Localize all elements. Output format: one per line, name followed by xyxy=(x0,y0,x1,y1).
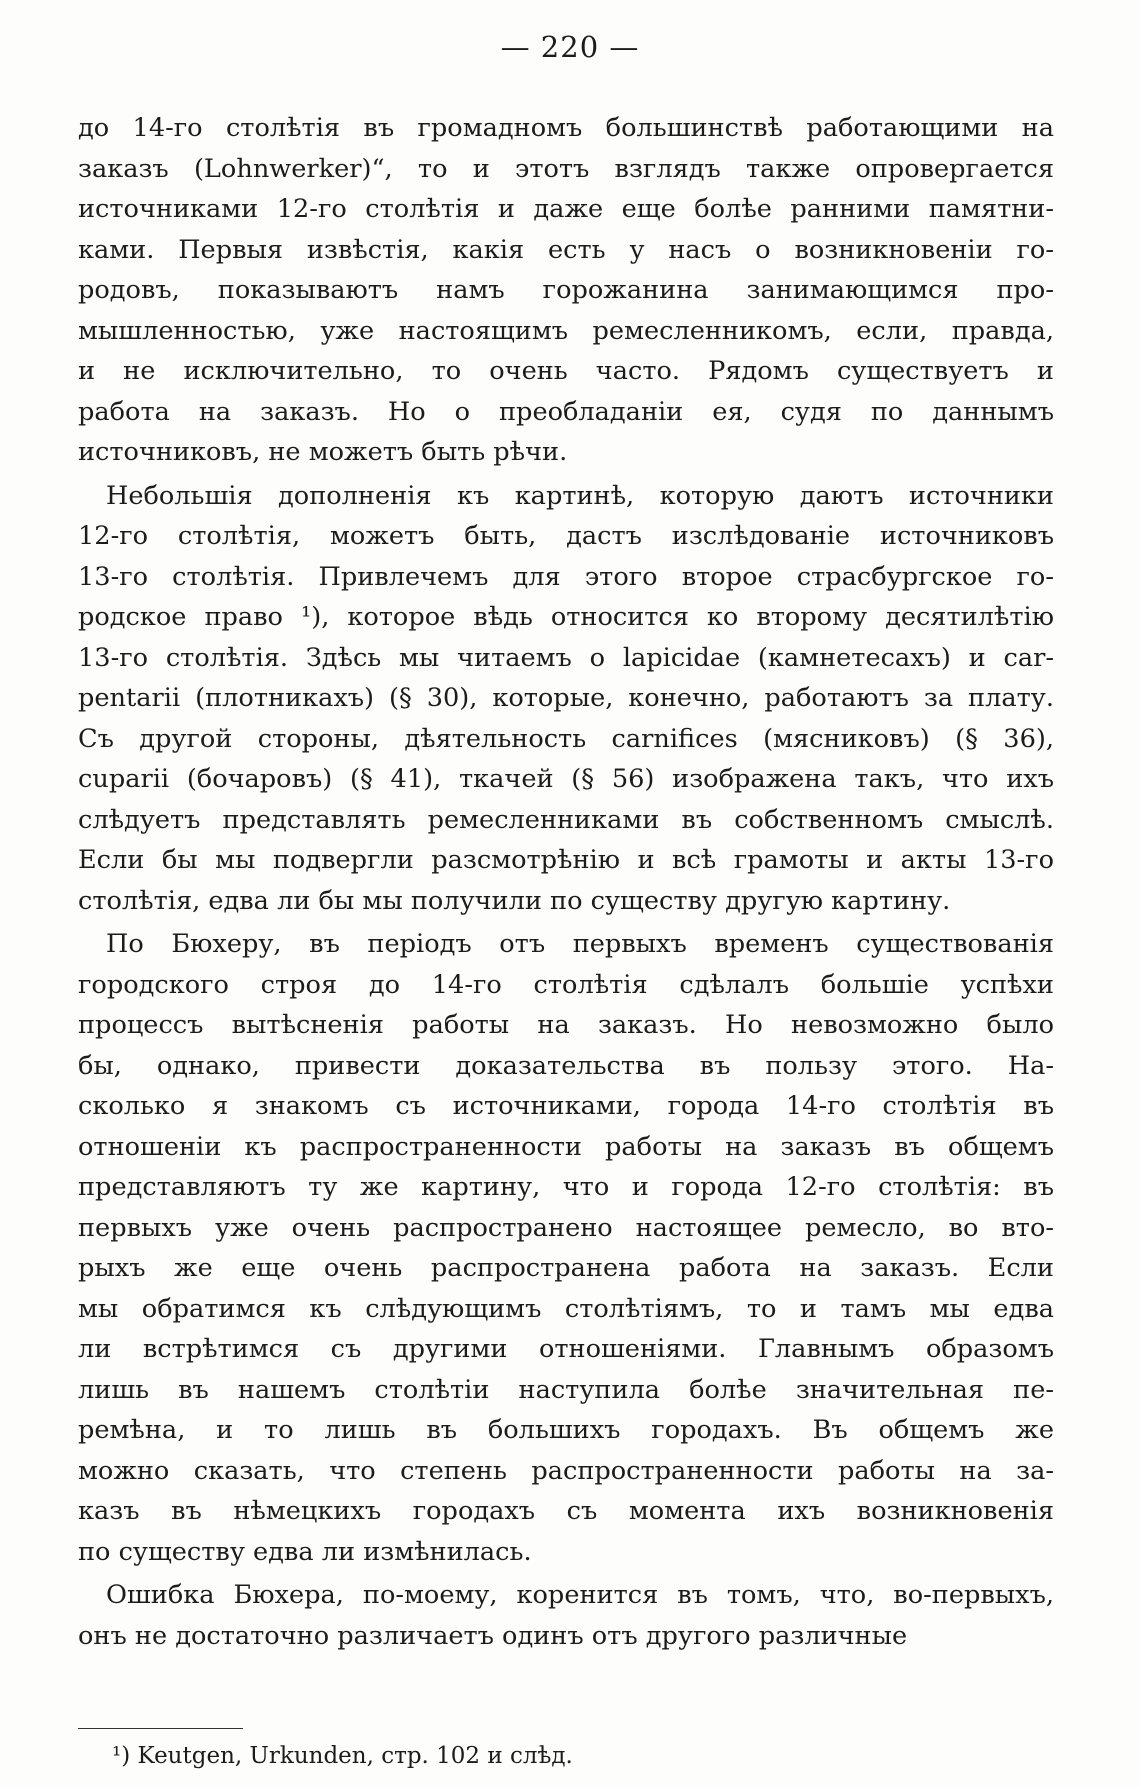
text-line: Ошибка Бюхера, по-моему, коренится въ томъ, что, во-первыхъ, xyxy=(106,1580,1054,1610)
text-line: родское право ¹), которое вѣдь относится ко второму десятилѣтію xyxy=(78,602,1054,632)
paragraph xyxy=(78,924,1054,1572)
page-number: — 220 — xyxy=(500,30,640,64)
text-line: мышленностью, уже настоящимъ ремесленникомъ, если, правда, xyxy=(78,315,1054,346)
text-line: сколько я знакомъ съ источниками, города 14-го столѣтія въ xyxy=(78,1091,1054,1121)
text-line: рыхъ же еще очень распространена работа на заказъ. Если xyxy=(78,1253,1054,1283)
text-line: 13-го столѣтія. Привлечемъ для этого второе страсбургское го- xyxy=(78,561,1054,592)
text-line: мы обратимся къ слѣдующимъ столѣтіямъ, то и тамъ мы едва xyxy=(78,1293,1054,1324)
text-line: слѣдуетъ представлять ремесленниками въ собственномъ смыслѣ. xyxy=(78,804,1054,835)
text-line: первыхъ уже очень распространено настоящее ремесло, во вто- xyxy=(78,1212,1054,1243)
text-line: и не исключительно, то очень часто. Рядомъ существуетъ и xyxy=(78,356,1054,386)
text-line: столѣтія, едва ли бы мы получили по существу другую картину. xyxy=(78,885,951,916)
text-line: работа на заказъ. Но о преобладаніи ея, судя по даннымъ xyxy=(78,396,1054,427)
text-line: отношеніи къ распространенности работы на заказъ въ общемъ xyxy=(78,1131,1054,1162)
text-line: По Бюхеру, въ періодъ отъ первыхъ временъ существованія xyxy=(106,929,1054,959)
text-line: лишь въ нашемъ столѣтіи наступила болѣе значительная пе- xyxy=(78,1374,1054,1405)
paragraph xyxy=(78,1575,1054,1656)
text-line: можно сказать, что степень распространенности работы на за- xyxy=(78,1455,1054,1486)
text-line: 13-го столѣтія. Здѣсь мы читаемъ о lapicidae (камнетесахъ) и car- xyxy=(78,642,1054,673)
text-line: Если бы мы подвергли разсмотрѣнію и всѣ грамоты и акты 13-го xyxy=(78,845,1054,875)
footnote-divider xyxy=(78,1728,243,1729)
text-line: pentarii (плотникахъ) (§ 30), которые, конечно, работаютъ за плату. xyxy=(78,683,1054,713)
text-line: источниками 12-го столѣтія и даже еще болѣе ранними памятни- xyxy=(78,194,1054,224)
main-text xyxy=(78,108,1054,1656)
text-line: ками. Первыя извѣстія, какія есть у насъ о возникновеніи го- xyxy=(78,234,1054,265)
text-line: ремѣна, и то лишь въ большихъ городахъ. Въ общемъ же xyxy=(78,1415,1054,1445)
text-line: заказъ (Lohnwerker)“, то и этотъ взглядъ также опровергается xyxy=(78,153,1054,184)
paragraph xyxy=(78,476,1054,922)
text-line: бы, однако, привести доказательства въ пользу этого. На- xyxy=(78,1050,1054,1081)
text-line: онъ не достаточно различаетъ одинъ отъ другого различные xyxy=(78,1620,908,1651)
text-line: Небольшія дополненія къ картинѣ, которую даютъ источники xyxy=(106,480,1054,511)
text-line: процессъ вытѣсненія работы на заказъ. Но невозможно было xyxy=(78,1010,1054,1040)
text-line: Съ другой стороны, дѣятельность carnifices (мясниковъ) (§ 36), xyxy=(78,723,1054,754)
text-line: казъ въ нѣмецкихъ городахъ съ момента ихъ возникновенія xyxy=(78,1496,1054,1526)
text-line: источниковъ, не можетъ быть рѣчи. xyxy=(78,437,568,467)
text-line: 12-го столѣтія, можетъ быть, дастъ изслѣдованіе источниковъ xyxy=(78,521,1054,551)
text-line: родовъ, показываютъ намъ горожанина занимающимся про- xyxy=(78,275,1054,305)
text-line: до 14-го столѣтія въ громадномъ большинствѣ работающими на xyxy=(78,113,1054,143)
text-line: по существу едва ли измѣнилась. xyxy=(78,1536,532,1567)
text-line: городского строя до 14-го столѣтія сдѣлалъ большіе успѣхи xyxy=(78,969,1054,1000)
text-line: cuparii (бочаровъ) (§ 41), ткачей (§ 56) изображена такъ, что ихъ xyxy=(78,764,1054,794)
text-line: ли встрѣтимся съ другими отношеніями. Главнымъ образомъ xyxy=(78,1334,1054,1364)
footnote: ¹) Keutgen, Urkunden, стр. 102 и слѣд. xyxy=(112,1743,573,1769)
paragraph xyxy=(78,108,1054,473)
text-line: представляютъ ту же картину, что и города 12-го столѣтія: въ xyxy=(78,1172,1054,1202)
